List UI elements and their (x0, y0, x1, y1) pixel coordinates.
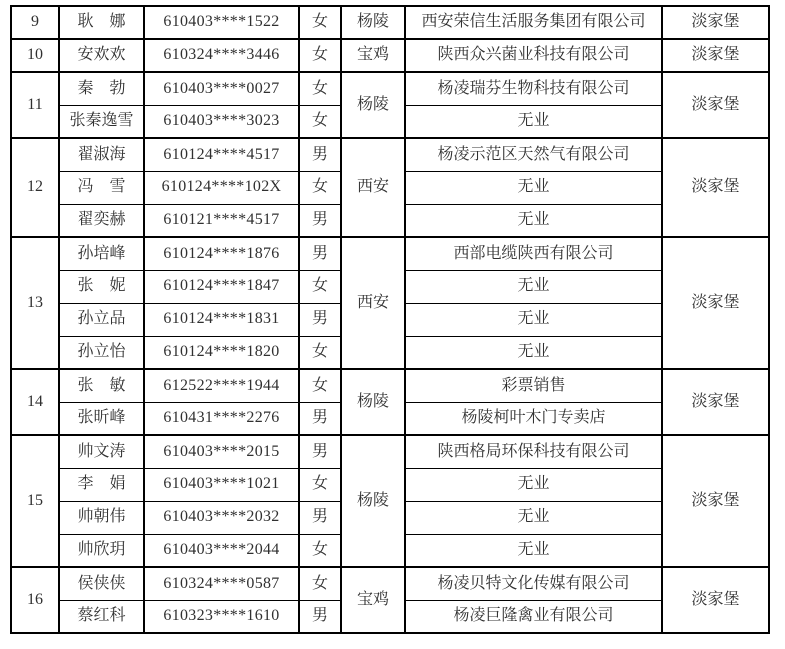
employer-cell: 无业 (405, 468, 662, 501)
employer-cell: 杨凌贝特文化传媒有限公司 (405, 567, 662, 600)
gender-cell: 女 (299, 39, 341, 72)
gender-cell: 女 (299, 468, 341, 501)
city-cell: 杨陵 (341, 369, 405, 435)
employer-cell: 无业 (405, 501, 662, 534)
name-cell: 帅朝伟 (59, 501, 144, 534)
table-row (11, 237, 769, 270)
employer-cell: 无业 (405, 204, 662, 237)
id-number-cell: 610431****2276 (144, 402, 299, 435)
gender-cell: 女 (299, 105, 341, 138)
gender-cell: 女 (299, 72, 341, 105)
gender-cell: 男 (299, 501, 341, 534)
id-number-cell: 610403****1021 (144, 468, 299, 501)
row-number-cell: 11 (11, 72, 59, 138)
table-row (11, 567, 769, 600)
name-cell: 侯侠侠 (59, 567, 144, 600)
id-number-cell: 610403****2032 (144, 501, 299, 534)
employer-cell: 陕西格局环保科技有限公司 (405, 435, 662, 468)
id-number-cell: 610124****102X (144, 171, 299, 204)
name-cell: 张昕峰 (59, 402, 144, 435)
row-number-cell: 10 (11, 39, 59, 72)
id-number-cell: 610121****4517 (144, 204, 299, 237)
id-number-cell: 610124****4517 (144, 138, 299, 171)
city-cell: 西安 (341, 237, 405, 369)
gender-cell: 女 (299, 270, 341, 303)
gender-cell: 女 (299, 171, 341, 204)
resident-roster-table (10, 5, 770, 634)
location-cell: 淡家堡 (662, 72, 769, 138)
id-number-cell: 610323****1610 (144, 600, 299, 633)
location-cell: 淡家堡 (662, 237, 769, 369)
name-cell: 安欢欢 (59, 39, 144, 72)
id-number-cell: 610124****1831 (144, 303, 299, 336)
gender-cell: 女 (299, 567, 341, 600)
row-number-cell: 13 (11, 237, 59, 369)
id-number-cell: 610324****0587 (144, 567, 299, 600)
location-cell: 淡家堡 (662, 369, 769, 435)
gender-cell: 女 (299, 336, 341, 369)
city-cell: 杨陵 (341, 6, 405, 39)
name-cell: 孙立品 (59, 303, 144, 336)
employer-cell: 陕西众兴菌业科技有限公司 (405, 39, 662, 72)
employer-cell: 西部电缆陕西有限公司 (405, 237, 662, 270)
name-cell: 帅文涛 (59, 435, 144, 468)
id-number-cell: 610403****1522 (144, 6, 299, 39)
name-cell: 耿 娜 (59, 6, 144, 39)
employer-cell: 杨凌瑞芬生物科技有限公司 (405, 72, 662, 105)
employer-cell: 杨陵柯叶木门专卖店 (405, 402, 662, 435)
gender-cell: 女 (299, 534, 341, 567)
city-cell: 宝鸡 (341, 39, 405, 72)
city-cell: 宝鸡 (341, 567, 405, 633)
location-cell: 淡家堡 (662, 6, 769, 39)
city-cell: 杨陵 (341, 435, 405, 567)
id-number-cell: 610124****1820 (144, 336, 299, 369)
gender-cell: 男 (299, 402, 341, 435)
employer-cell: 杨凌示范区天然气有限公司 (405, 138, 662, 171)
table-row (11, 39, 769, 72)
location-cell: 淡家堡 (662, 138, 769, 237)
employer-cell: 无业 (405, 303, 662, 336)
table-row (11, 435, 769, 468)
location-cell: 淡家堡 (662, 567, 769, 633)
gender-cell: 男 (299, 600, 341, 633)
id-number-cell: 610403****0027 (144, 72, 299, 105)
id-number-cell: 612522****1944 (144, 369, 299, 402)
name-cell: 张 妮 (59, 270, 144, 303)
name-cell: 孙立怡 (59, 336, 144, 369)
employer-cell: 无业 (405, 270, 662, 303)
table-row (11, 72, 769, 105)
row-number-cell: 9 (11, 6, 59, 39)
document-table-container (10, 5, 770, 634)
name-cell: 冯 雪 (59, 171, 144, 204)
name-cell: 翟奕赫 (59, 204, 144, 237)
location-cell: 淡家堡 (662, 39, 769, 72)
row-number-cell: 16 (11, 567, 59, 633)
id-number-cell: 610403****2015 (144, 435, 299, 468)
name-cell: 蔡红科 (59, 600, 144, 633)
employer-cell: 无业 (405, 105, 662, 138)
employer-cell: 杨凌巨隆禽业有限公司 (405, 600, 662, 633)
employer-cell: 无业 (405, 171, 662, 204)
id-number-cell: 610124****1847 (144, 270, 299, 303)
id-number-cell: 610403****3023 (144, 105, 299, 138)
employer-cell: 彩票销售 (405, 369, 662, 402)
row-number-cell: 15 (11, 435, 59, 567)
id-number-cell: 610124****1876 (144, 237, 299, 270)
gender-cell: 女 (299, 369, 341, 402)
name-cell: 张 敏 (59, 369, 144, 402)
id-number-cell: 610324****3446 (144, 39, 299, 72)
gender-cell: 男 (299, 204, 341, 237)
name-cell: 秦 勃 (59, 72, 144, 105)
row-number-cell: 14 (11, 369, 59, 435)
city-cell: 杨陵 (341, 72, 405, 138)
name-cell: 孙培峰 (59, 237, 144, 270)
table-row (11, 6, 769, 39)
gender-cell: 男 (299, 237, 341, 270)
name-cell: 翟淑海 (59, 138, 144, 171)
gender-cell: 男 (299, 435, 341, 468)
table-row (11, 369, 769, 402)
gender-cell: 女 (299, 6, 341, 39)
city-cell: 西安 (341, 138, 405, 237)
name-cell: 帅欣玥 (59, 534, 144, 567)
name-cell: 李 娟 (59, 468, 144, 501)
gender-cell: 男 (299, 303, 341, 336)
id-number-cell: 610403****2044 (144, 534, 299, 567)
location-cell: 淡家堡 (662, 435, 769, 567)
employer-cell: 无业 (405, 336, 662, 369)
table-row (11, 138, 769, 171)
row-number-cell: 12 (11, 138, 59, 237)
employer-cell: 西安荣信生活服务集团有限公司 (405, 6, 662, 39)
gender-cell: 男 (299, 138, 341, 171)
name-cell: 张秦逸雪 (59, 105, 144, 138)
employer-cell: 无业 (405, 534, 662, 567)
